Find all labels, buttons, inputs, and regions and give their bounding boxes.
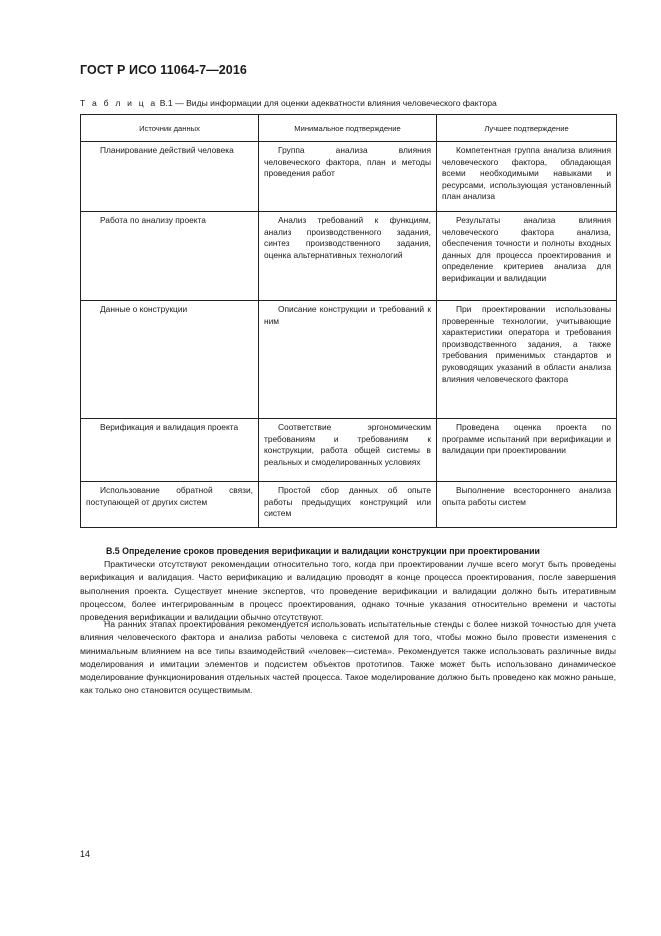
cell-source xyxy=(81,482,259,528)
body-paragraph: Практически отсутствуют рекомендации относительно того, когда при проектировании лучше всего могут быть проведены верификация и валидация. Часто верификацию и валидацию проводят в конце процесса проектирования, после завершения выполнения проекта. Существует мнение экспертов, что проведение верификации и валидации должно быть итеративным процессом, более интегрированным в процесс проектирования, однако точные указания относительно времени и частоты проведения верификации и валидации обычно отсутствуют. xyxy=(80,559,616,623)
table-caption xyxy=(80,98,497,108)
cell-text: Анализ требований к функциям, анализ производственного задания, синтез производственного задания, оценка альтернативных технологий xyxy=(264,215,431,260)
cell-text: Проведена оценка проекта по программе испытаний при верификации и валидации при проектировании xyxy=(442,422,611,456)
cell-text: Выполнение всестороннего анализа опыта работы систем xyxy=(442,485,611,507)
cell-best xyxy=(437,482,617,528)
table-row xyxy=(81,482,617,528)
cell-source xyxy=(81,419,259,482)
cell-text: Простой сбор данных об опыте работы предыдущих конструкций или систем xyxy=(264,485,431,519)
table-row xyxy=(81,301,617,419)
cell-text: Верификация и валидация проекта xyxy=(100,422,239,432)
cell-text: Планирование действий человека xyxy=(100,145,234,155)
table-row xyxy=(81,142,617,212)
header-source: Источник данных xyxy=(81,115,259,142)
cell-minimal xyxy=(259,482,437,528)
cell-source xyxy=(81,301,259,419)
cell-text: Использование обратной связи, поступающей от других систем xyxy=(86,485,253,507)
table-row xyxy=(81,212,617,301)
cell-text: Работа по анализу проекта xyxy=(100,215,206,225)
cell-best xyxy=(437,212,617,301)
header-minimal: Минимальное подтверждение xyxy=(259,115,437,142)
cell-text: При проектировании использованы проверенные технологии, учитывающие характеристики оператора и требования производственного задания, а также требования применимых стандартов и руководящих указаний в области анализа влияния человеческого фактора xyxy=(442,304,611,384)
table-header-row xyxy=(81,115,617,142)
body-paragraph: На ранних этапах проектирования рекомендуется использовать испытательные стенды с более низкой точностью для учета влияния человеческого фактора и анализа работы человека с системой для того, чтобы можно было провести изменения с минимальным влиянием на все типы взаимодействий «человек—система». Рекомендуется также использовать различные виды моделирования и имитации элементов и подсистем объектов прототипов. Также может быть использовано динамическое моделирование функционирования отдельных частей процесса. Такое моделирование должно быть проведено как можно раньше, как только оно становится осуществимым. xyxy=(80,619,616,696)
cell-text: Результаты анализа влияния человеческого фактора анализа, обеспечения точности и полноты входных данных для процесса проектирования и определение критериев анализа для верификации и валидации xyxy=(442,215,611,283)
cell-best xyxy=(437,142,617,212)
cell-text: Группа анализа влияния человеческого фактора, план и методы проведения работ xyxy=(264,145,431,179)
cell-minimal xyxy=(259,301,437,419)
table-row xyxy=(81,419,617,482)
header-best: Лучшее подтверждение xyxy=(437,115,617,142)
cell-text: Соответствие эргономическим требованиям и требованиям к конструкции, работа общей системы в реальных и смоделированных условиях xyxy=(264,422,431,467)
page-number: 14 xyxy=(80,849,91,859)
cell-text: Описание конструкции и требований к ним xyxy=(264,304,431,326)
document-header: ГОСТ Р ИСО 11064-7—2016 xyxy=(80,63,247,77)
table-caption-text: В.1 — Виды информации для оценки адекватности влияния человеческого фактора xyxy=(159,98,497,108)
cell-source xyxy=(81,142,259,212)
table-caption-label: Т а б л и ц а xyxy=(80,98,158,108)
cell-best xyxy=(437,301,617,419)
cell-source xyxy=(81,212,259,301)
cell-minimal xyxy=(259,419,437,482)
cell-minimal xyxy=(259,142,437,212)
data-table xyxy=(80,114,617,528)
section-title: В.5 Определение сроков проведения верификации и валидации конструкции при проектировании xyxy=(106,546,540,556)
cell-minimal xyxy=(259,212,437,301)
cell-text: Данные о конструкции xyxy=(100,304,188,314)
cell-text: Компетентная группа анализа влияния человеческого фактора, обладающая всеми необходимыми навыками и ресурсами, использующая установленный план анализа xyxy=(442,145,611,202)
cell-best xyxy=(437,419,617,482)
